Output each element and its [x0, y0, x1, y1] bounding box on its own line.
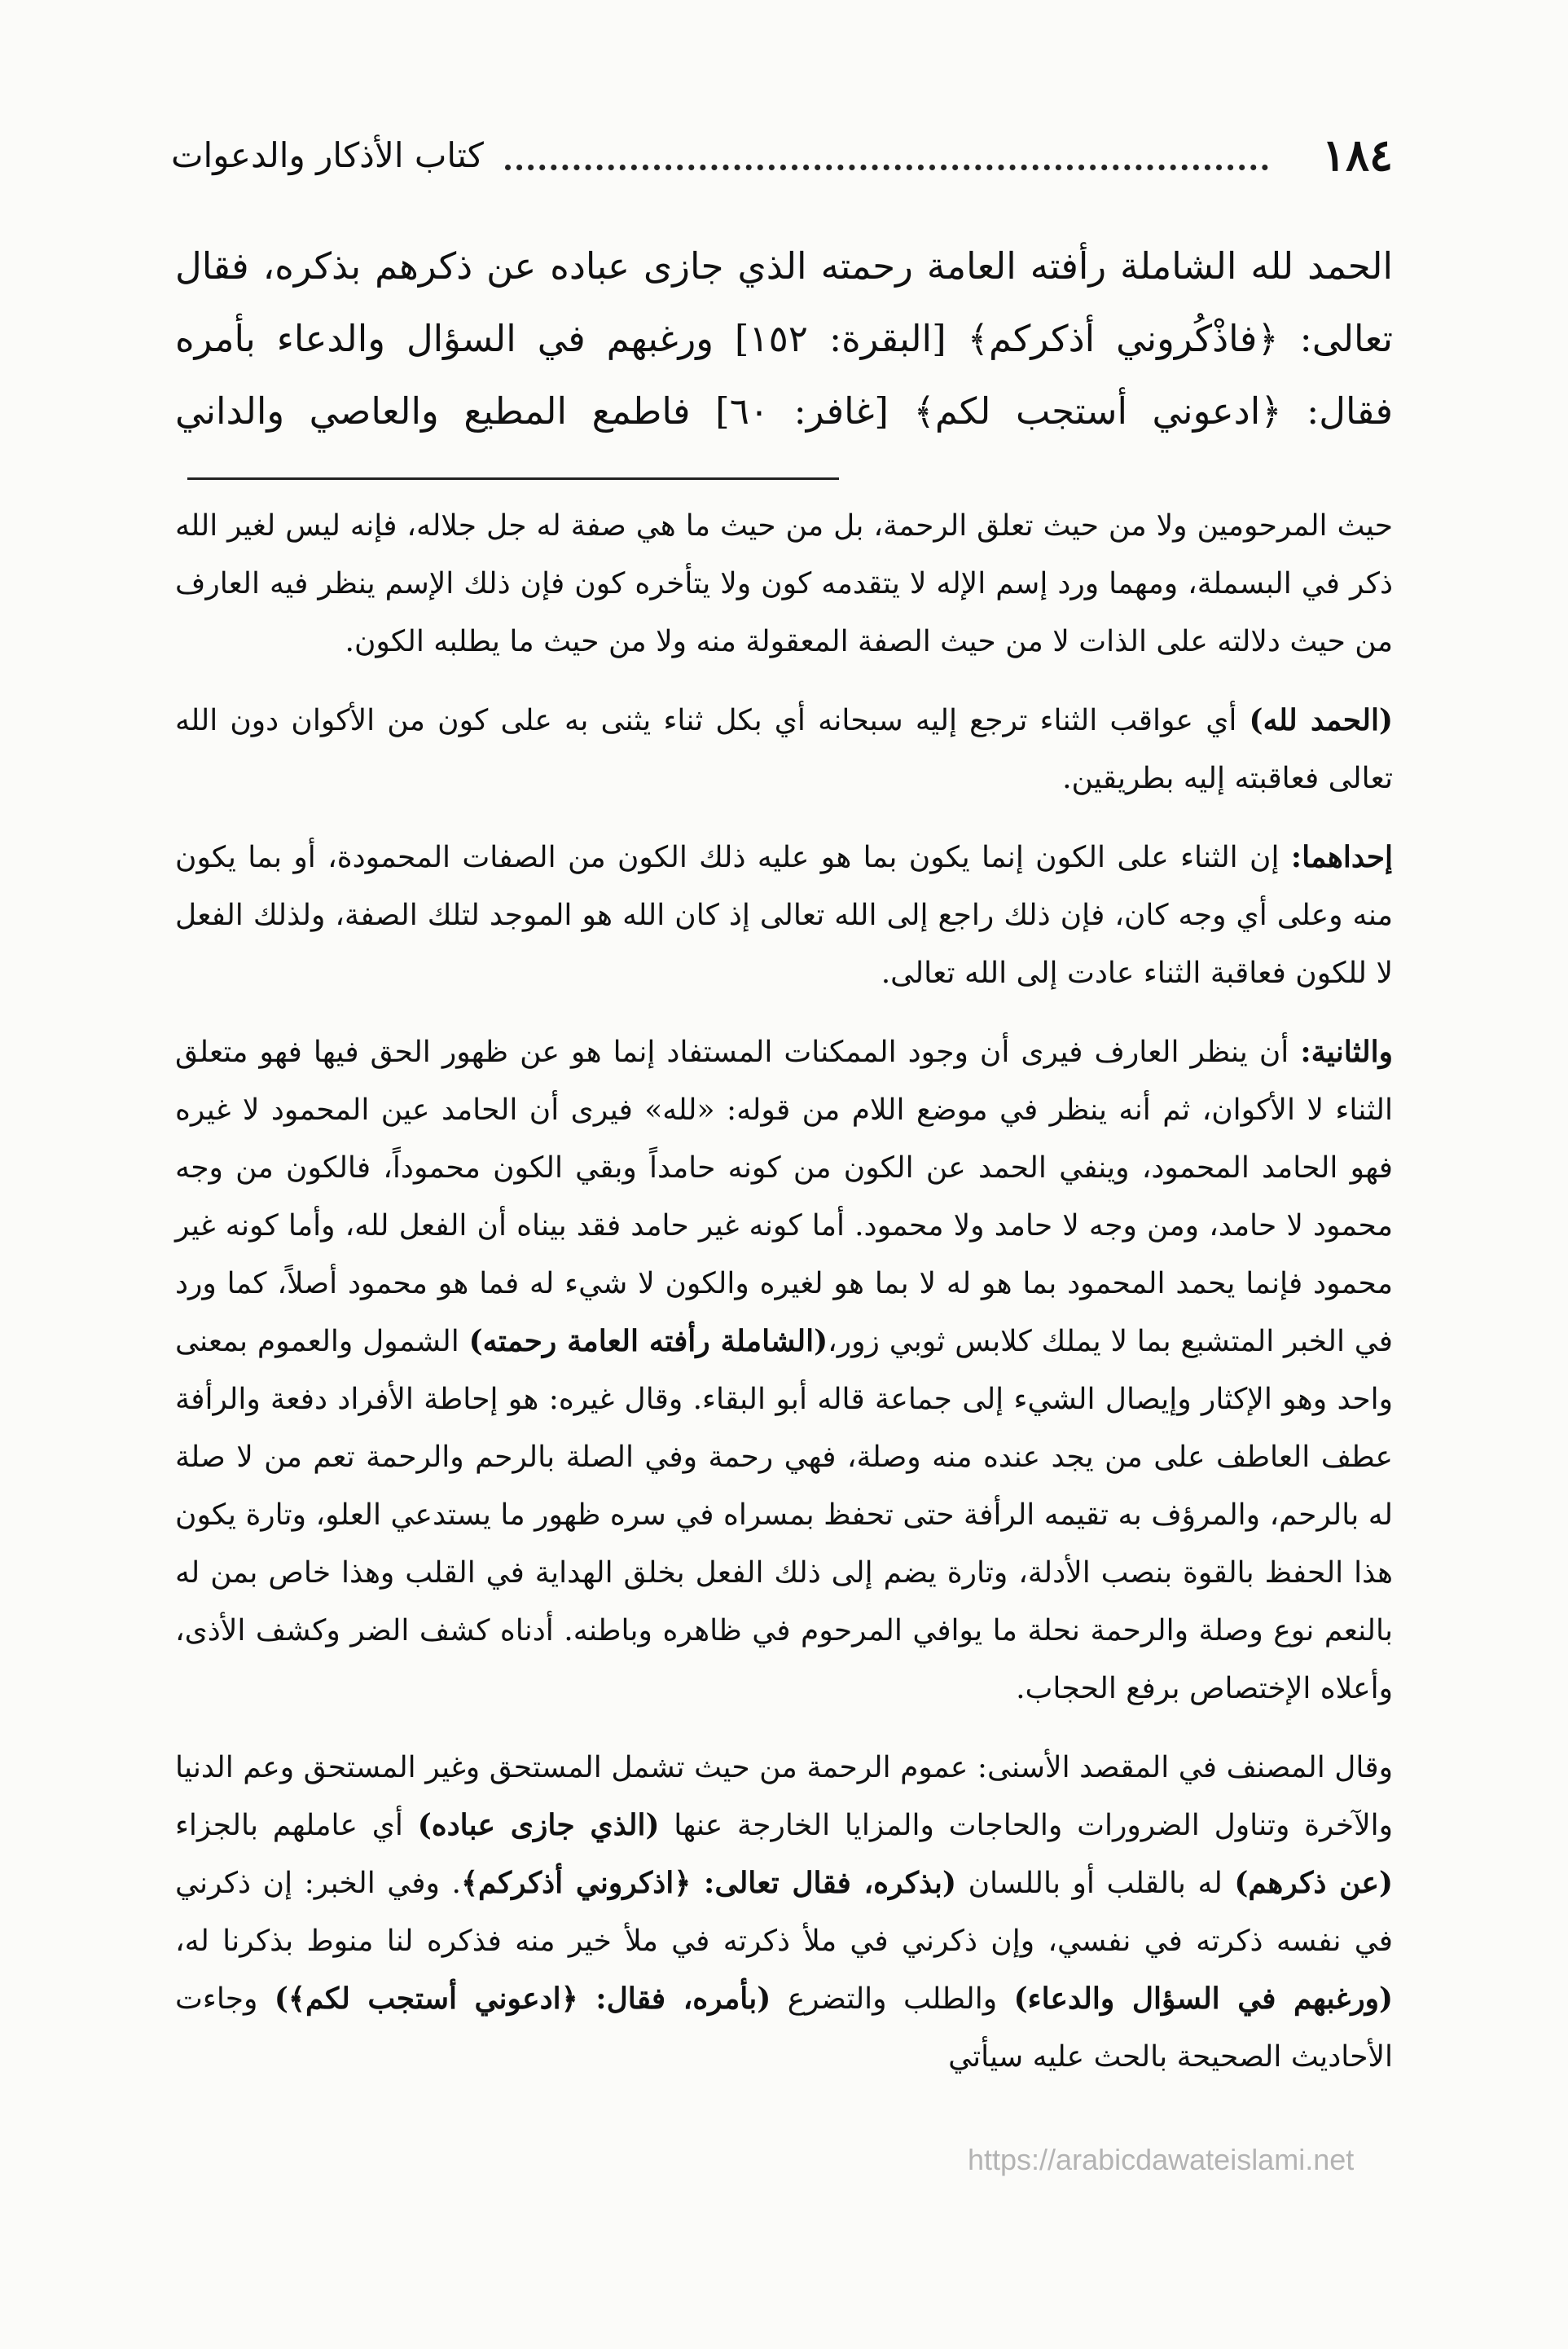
running-title: كتاب الأذكار والدعوات [171, 134, 484, 175]
point-heading: إحداهما: [1290, 840, 1393, 874]
quoted-term: (ورغبهم في السؤال والدعاء) [1013, 1982, 1394, 2016]
page-number: ١٨٤ [1321, 129, 1393, 181]
page-header [171, 122, 1393, 187]
quoted-term: (بأمره، فقال: ﴿ادعوني أستجب لكم﴾) [274, 1982, 771, 2016]
quoted-term: (عن ذكرهم) [1234, 1866, 1393, 1900]
commentary-paragraph [175, 1023, 1393, 1718]
commentary-text: وقال المصنف في المقصد الأسنى: عموم الرحمة من حيث تشمل المستحق وغير المستحق وعم الدنيا والآخرة وتناول الضرورات والحاجات والمزايا الخارجة عنها [175, 1751, 1394, 1842]
quoted-term: (الحمد لله) [1249, 703, 1393, 737]
header-leader-dots [505, 140, 1268, 170]
commentary-text: له بالقلب أو باللسان [955, 1867, 1235, 1900]
commentary-paragraph [175, 692, 1393, 807]
commentary-text: أي عاملهم بالجزاء [175, 1809, 418, 1842]
footnote-divider [187, 477, 839, 480]
commentary-text: أي عواقب الثناء ترجع إليه سبحانه أي بكل ثناء يثنى به على كون من الأكوان دون الله تعالى فعاقبته إليه بطريقين. [175, 704, 1393, 795]
quoted-term: (الذي جازى عباده) [417, 1808, 660, 1842]
main-text-paragraph: الحمد لله الشاملة رأفته العامة رحمته الذي جازى عباده عن ذكرهم بذكره، فقال تعالى: ﴿فاذْكُروني أذكركم﴾ [البقرة: ١٥٢] ورغبهم في السؤال والدعاء بأمره فقال: ﴿ادعوني أستجب لكم﴾ [غافر: ٦٠] فاطمع المطيع والعاصي والداني [175, 244, 1393, 433]
main-text-block [175, 230, 1393, 447]
commentary-text: والطلب والتضرع [771, 1982, 1014, 2016]
commentary-block [175, 505, 1393, 2086]
commentary-text: وجاءت الأحاديث الصحيحة بالحث عليه سيأتي [175, 1982, 1393, 2074]
quoted-term: (بذكره، فقال تعالى: ﴿اذكروني أذكركم﴾ [460, 1866, 956, 1900]
quoted-term: (الشاملة رأفته العامة رحمته) [468, 1324, 828, 1358]
commentary-text: أن ينظر العارف فيرى أن وجود الممكنات المستفاد إنما هو عن ظهور الحق فيها فهو متعلق الثناء لا الأكوان، ثم أنه ينظر في موضع اللام من قوله: «لله» فيرى أن الحامد عين المحمود لا غيره فهو الحامد المحمود، وينفي الحمد عن الكون من كونه حامداً وبقي الكون محموداً، فالكون من وجه محمود لا حامد، ومن وجه لا حامد ولا محمود. أما كونه غير حامد فقد بيناه أن الفعل لله، وأما كونه غير محمود فإنما يحمد المحمود بما هو له لا بما هو لغيره والكون لا شيء له فما هو محمود أصلاً، كما ورد في الخبر المتشبع بما لا يملك كلابس ثوبي زور، [175, 1036, 1393, 1358]
watermark-url: https://arabicdawateislami.net [968, 2143, 1355, 2176]
point-heading: والثانية: [1300, 1035, 1393, 1069]
commentary-text: إن الثناء على الكون إنما يكون بما هو عليه ذلك الكون من الصفات المحمودة، أو بما يكون منه وعلى أي وجه كان، فإن ذلك راجع إلى الله تعالى إذ كان الله هو الموجد لتلك الصفة، ولذلك الفعل لا للكون فعاقبة الثناء عادت إلى الله تعالى. [175, 841, 1393, 990]
commentary-paragraph [175, 1739, 1393, 2086]
commentary-paragraph [175, 497, 1393, 671]
commentary-text: . وفي الخبر: إن ذكرني في نفسه ذكرته في نفسي، وإن ذكرني في ملأ ذكرته في ملأ خير منه فذكره لنا منوط بذكرنا له، [175, 1867, 1393, 1958]
commentary-text: حيث المرحومين ولا من حيث تعلق الرحمة، بل من حيث ما هي صفة له جل جلاله، فإنه ليس لغير الله ذكر في البسملة، ومهما ورد إسم الإله لا يتقدمه كون ولا يتأخره كون فإن ذلك الإسم ينظر فيه العارف من حيث دلالته على الذات لا من حيث الصفة المعقولة منه ولا من حيث ما يطلبه الكون. [175, 509, 1393, 658]
commentary-text: الشمول والعموم بمعنى واحد وهو الإكثار وإيصال الشيء إلى جماعة قاله أبو البقاء. وقال غيره: هو إحاطة الأفراد دفعة والرأفة عطف العاطف على من يجد عنده منه وصلة، فهي رحمة وفي الصلة بالرحم والرحمة تعم من لا صلة له بالرحم، والمرؤف به تقيمه الرأفة حتى تحفظ بمسراه في سره ظهور ما يستدعي العلو، وتارة يكون هذا الحفظ بالقوة بنصب الأدلة، وتارة يضم إلى ذلك الفعل بخلق الهداية في القلب وهذا خاص بمن له بالنعم نوع وصلة والرحمة نحلة ما يوافي المرحوم في ظاهره وباطنه. أدناه كشف الضر وكشف الأذى، وأعلاه الإختصاص برفع الحجاب. [175, 1325, 1393, 1705]
commentary-paragraph [175, 829, 1393, 1002]
